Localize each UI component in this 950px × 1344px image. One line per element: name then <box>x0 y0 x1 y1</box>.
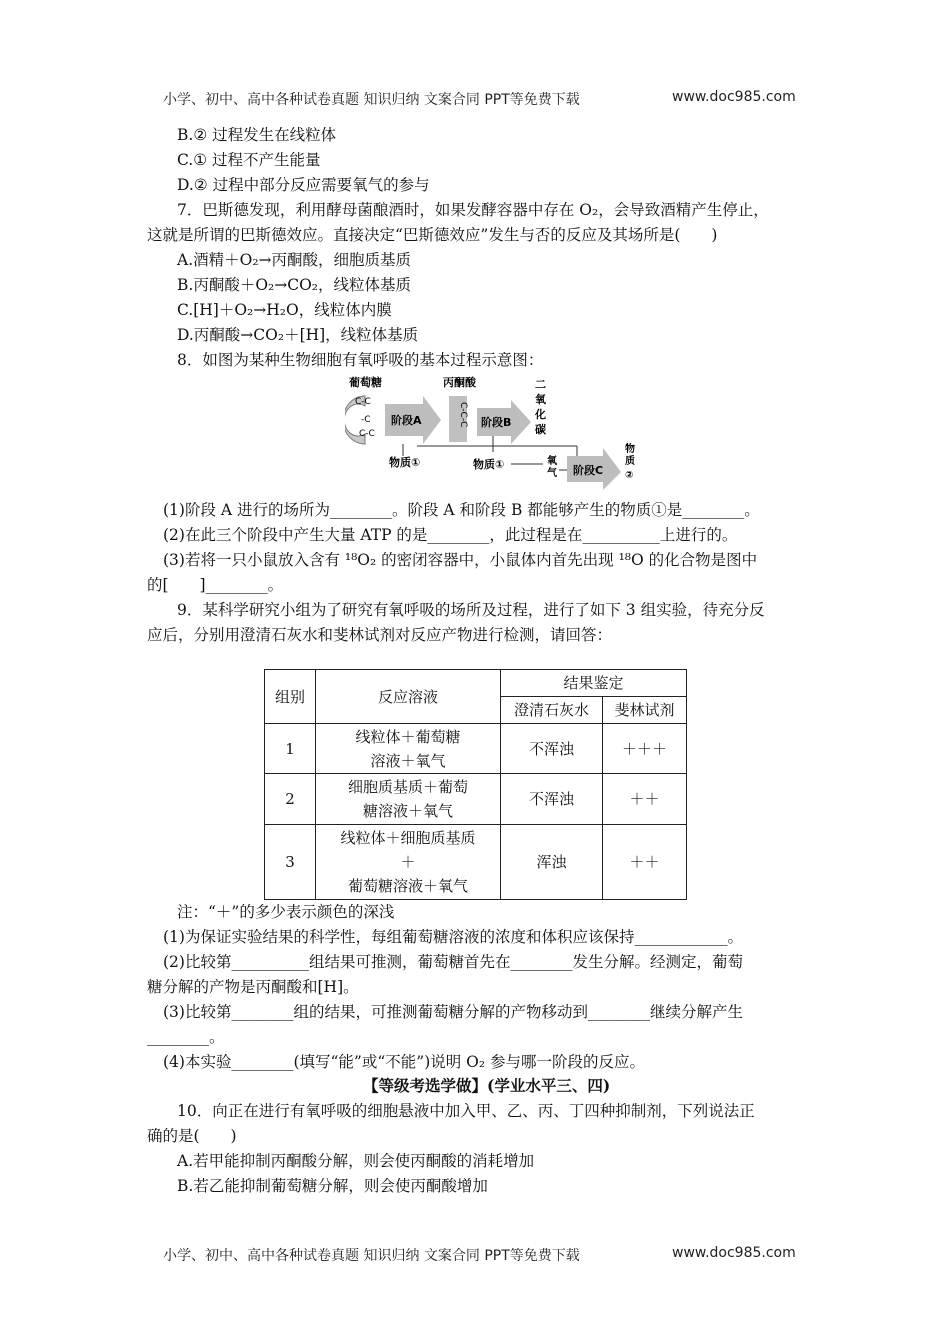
section-heading: 【等级考选学做】(学业水平三、四) <box>363 1076 611 1095</box>
cell-group: 2 <box>265 774 316 825</box>
q10-option-a: A.若甲能抑制丙酮酸分解，则会使丙酮酸的消耗增加 <box>177 1152 535 1170</box>
diagram-substance2-char-1: 物 <box>625 444 635 455</box>
q10-stem-line2: 确的是( ) <box>147 1127 237 1145</box>
cell-solution-line: 葡萄糖溶液＋氧气 <box>347 877 468 895</box>
table-row <box>265 774 687 825</box>
page-footer-url[interactable]: www.doc985.com <box>672 1245 796 1261</box>
header-group: 组别 <box>265 670 316 724</box>
results-table <box>264 669 687 900</box>
diagram-carbon-label-2: -C <box>361 415 371 425</box>
q10-option-b: B.若乙能抑制葡萄糖分解，则会使丙酮酸增加 <box>177 1177 488 1195</box>
table-row <box>265 825 687 900</box>
q9-part3-line2: ________。 <box>147 1028 225 1046</box>
diagram-substance1-a: 物质① <box>389 456 421 469</box>
diagram-carbon-label-1: C-C <box>355 397 371 407</box>
diagram-carbon-chain: C-C-C <box>458 402 468 428</box>
diagram-carbon-label-3: C-C <box>359 429 375 439</box>
q8-part2: (2)在此三个阶段中产生大量 ATP 的是________，此过程是在__________上进行的。 <box>163 526 738 544</box>
header-lime-water: 澄清石灰水 <box>501 697 603 724</box>
cell-group: 3 <box>265 825 316 900</box>
q9-part4: (4)本实验________(填写“能”或“不能”)说明 O₂ 参与哪一阶段的反应。 <box>163 1053 646 1071</box>
diagram-stage-b: 阶段B <box>481 416 512 429</box>
q7-stem-line1: 7．巴斯德发现，利用酵母菌酿酒时，如果发酵容器中存在 O₂，会导致酒精产生停止， <box>177 201 769 219</box>
cell-solution <box>316 724 501 774</box>
cell-solution-line: 线粒体＋葡萄糖 <box>355 727 461 746</box>
q6-option-c: C.① 过程不产生能量 <box>177 151 321 169</box>
q7-stem-line2: 这就是所谓的巴斯德效应。直接决定“巴斯德效应”发生与否的反应及其场所是( ) <box>147 226 718 244</box>
cell-fehling: ＋＋ <box>603 774 687 825</box>
cell-group: 1 <box>265 724 316 774</box>
diagram-substance2-char-3: ② <box>625 470 634 481</box>
q8-part3-line2: 的[ ]________。 <box>147 576 284 594</box>
cell-solution-line: 溶液＋氧气 <box>370 751 446 770</box>
q9-stem-line1: 9．某科学研究小组为了研究有氧呼吸的场所及过程，进行了如下 3 组实验，待充分反 <box>177 601 765 619</box>
diagram-oxygen-char-2: 气 <box>547 468 557 479</box>
page-header-url[interactable]: www.doc985.com <box>672 89 796 105</box>
cell-solution-line: 线粒体＋细胞质基质 <box>340 829 476 847</box>
q6-option-d: D.② 过程中部分反应需要氧气的参与 <box>177 176 430 194</box>
page-header-text: 小学、初中、高中各种试卷真题 知识归纳 文案合同 PPT等免费下载 <box>163 92 580 108</box>
table-row <box>265 724 687 774</box>
diagram-co2-char-1: 二 <box>535 378 546 391</box>
diagram-substance2-char-2: 质 <box>625 456 635 467</box>
q9-part2-line2: 糖分解的产物是丙酮酸和[H]。 <box>147 978 359 996</box>
q9-part2-line1: (2)比较第__________组结果可推测，葡萄糖首先在________发生分解。经测定，葡萄 <box>163 953 743 971</box>
cell-solution-line: ＋ <box>400 853 416 871</box>
cell-solution-line: 细胞质基质＋葡萄 <box>347 778 468 796</box>
q7-option-d: D.丙酮酸→CO₂＋[H]，线粒体基质 <box>177 326 419 344</box>
q9-part3-line1: (3)比较第________组的结果，可推测葡萄糖分解的产物移动到________继续分解产生 <box>163 1003 743 1021</box>
diagram-co2-char-3: 化 <box>535 408 546 421</box>
q7-option-b: B.丙酮酸＋O₂→CO₂，线粒体基质 <box>177 276 412 294</box>
header-solution: 反应溶液 <box>316 670 501 724</box>
cell-solution-line: 糖溶液＋氧气 <box>362 802 453 820</box>
diagram-substance1-b: 物质① <box>473 458 505 471</box>
diagram-label-pyruvate: 丙酮酸 <box>443 376 476 389</box>
q8-part1: (1)阶段 A 进行的场所为________。阶段 A 和阶段 B 都能够产生的物质①是________。 <box>163 501 760 519</box>
diagram-label-glucose: 葡萄糖 <box>349 376 382 389</box>
cell-fehling: ＋＋＋ <box>603 724 687 774</box>
respiration-diagram <box>345 374 645 490</box>
page-footer-text: 小学、初中、高中各种试卷真题 知识归纳 文案合同 PPT等免费下载 <box>163 1248 580 1264</box>
cell-solution <box>316 774 501 825</box>
header-fehling: 斐林试剂 <box>603 697 687 724</box>
q9-table-note: 注：“＋”的多少表示颜色的深浅 <box>177 903 395 921</box>
diagram-stage-a: 阶段A <box>391 414 422 427</box>
q9-stem-line2: 应后，分别用澄清石灰水和斐林试剂对反应产物进行检测，请回答： <box>147 626 613 644</box>
diagram-co2-char-2: 氧 <box>535 393 546 406</box>
diagram-stage-c: 阶段C <box>573 464 604 477</box>
cell-lime: 不浑浊 <box>501 724 603 774</box>
cell-fehling: ＋＋ <box>603 825 687 900</box>
q8-stem: 8．如图为某种生物细胞有氧呼吸的基本过程示意图： <box>177 351 544 369</box>
q8-part3-line1: (3)若将一只小鼠放入含有 ¹⁸O₂ 的密闭容器中，小鼠体内首先出现 ¹⁸O 的化合物是图中 <box>163 551 758 569</box>
diagram-co2-char-4: 碳 <box>535 423 546 436</box>
cell-solution <box>316 825 501 900</box>
q7-option-c: C.[H]＋O₂→H₂O，线粒体内膜 <box>177 301 392 319</box>
header-result: 结果鉴定 <box>501 670 687 697</box>
q9-part1: (1)为保证实验结果的科学性，每组葡萄糖溶液的浓度和体积应该保持____________。 <box>163 928 743 946</box>
q7-option-a: A.酒精＋O₂→丙酮酸，细胞质基质 <box>177 251 412 269</box>
q6-option-b: B.② 过程发生在线粒体 <box>177 126 337 144</box>
q10-stem-line1: 10．向正在进行有氧呼吸的细胞悬液中加入甲、乙、丙、丁四种抑制剂，下列说法正 <box>177 1102 755 1120</box>
cell-lime: 浑浊 <box>501 825 603 900</box>
diagram-oxygen-char-1: 氧 <box>547 456 557 467</box>
cell-lime: 不浑浊 <box>501 774 603 825</box>
